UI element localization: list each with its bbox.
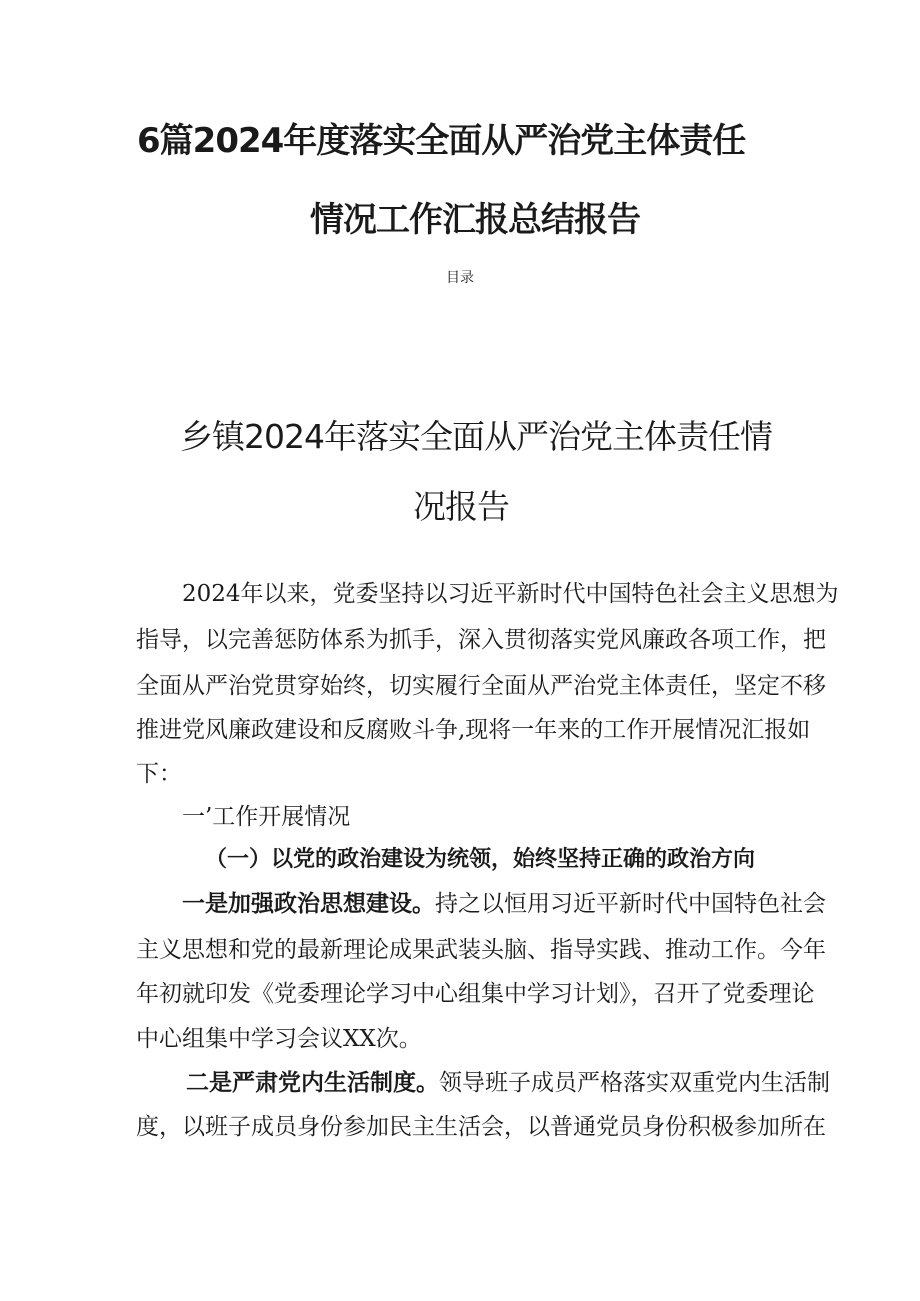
intro-line-2: 指导，以完善惩防体系为抓手，深入贯彻落实党风廉政各项工作，把 [136,627,826,653]
intro-line-4: 推进党风廉政建设和反腐败斗争,现将一年来的工作开展情况汇报如 [136,717,811,743]
intro-line-5: 下： [136,761,182,787]
item2-lead: 二是严肃党内生活制度。 [186,1070,439,1096]
item1-lead: 一是加强政治思想建设。 [182,891,435,917]
intro-line-3: 全面从严治党贯穿始终，切实履行全面从严治党主体责任，坚定不移 [136,673,826,699]
report-title-line-2: 况报告 [413,487,509,526]
item2-first-line [186,1072,830,1095]
intro-line-1: 2024年以来，党委坚持以习近平新时代中国特色社会主义思想为 [182,581,839,607]
item1-line-4: 中心组集中学习会议XX次。 [136,1026,422,1052]
main-title-line-2: 情况工作汇报总结报告 [310,200,640,240]
section-heading-1: 一’工作开展情况 [182,804,351,830]
item1-first-line [182,893,826,916]
report-title-line-1: 乡镇2024年落实全面从严治党主体责任情 [180,417,772,456]
item2-line-2: 度，以班子成员身份参加民主生活会，以普通党员身份积极参加所在 [136,1114,826,1140]
item1-first-rest: 持之以恒用习近平新时代中国特色社会 [435,891,826,917]
item1-line-3: 年初就印发《党委理论学习中心组集中学习计划》，召开了党委理论 [136,981,815,1007]
subsection-heading-1: （一）以党的政治建设为统领，始终坚持正确的政治方向 [205,847,756,872]
toc-label: 目录 [446,270,474,286]
item2-first-rest: 领导班子成员严格落实双重党内生活制 [439,1070,830,1096]
item1-line-2: 主义思想和党的最新理论成果武装头脑、指导实践、推动工作。今年 [136,937,826,963]
main-title-line-1: 6篇2024年度落实全面从严治党主体责任 [137,121,746,161]
